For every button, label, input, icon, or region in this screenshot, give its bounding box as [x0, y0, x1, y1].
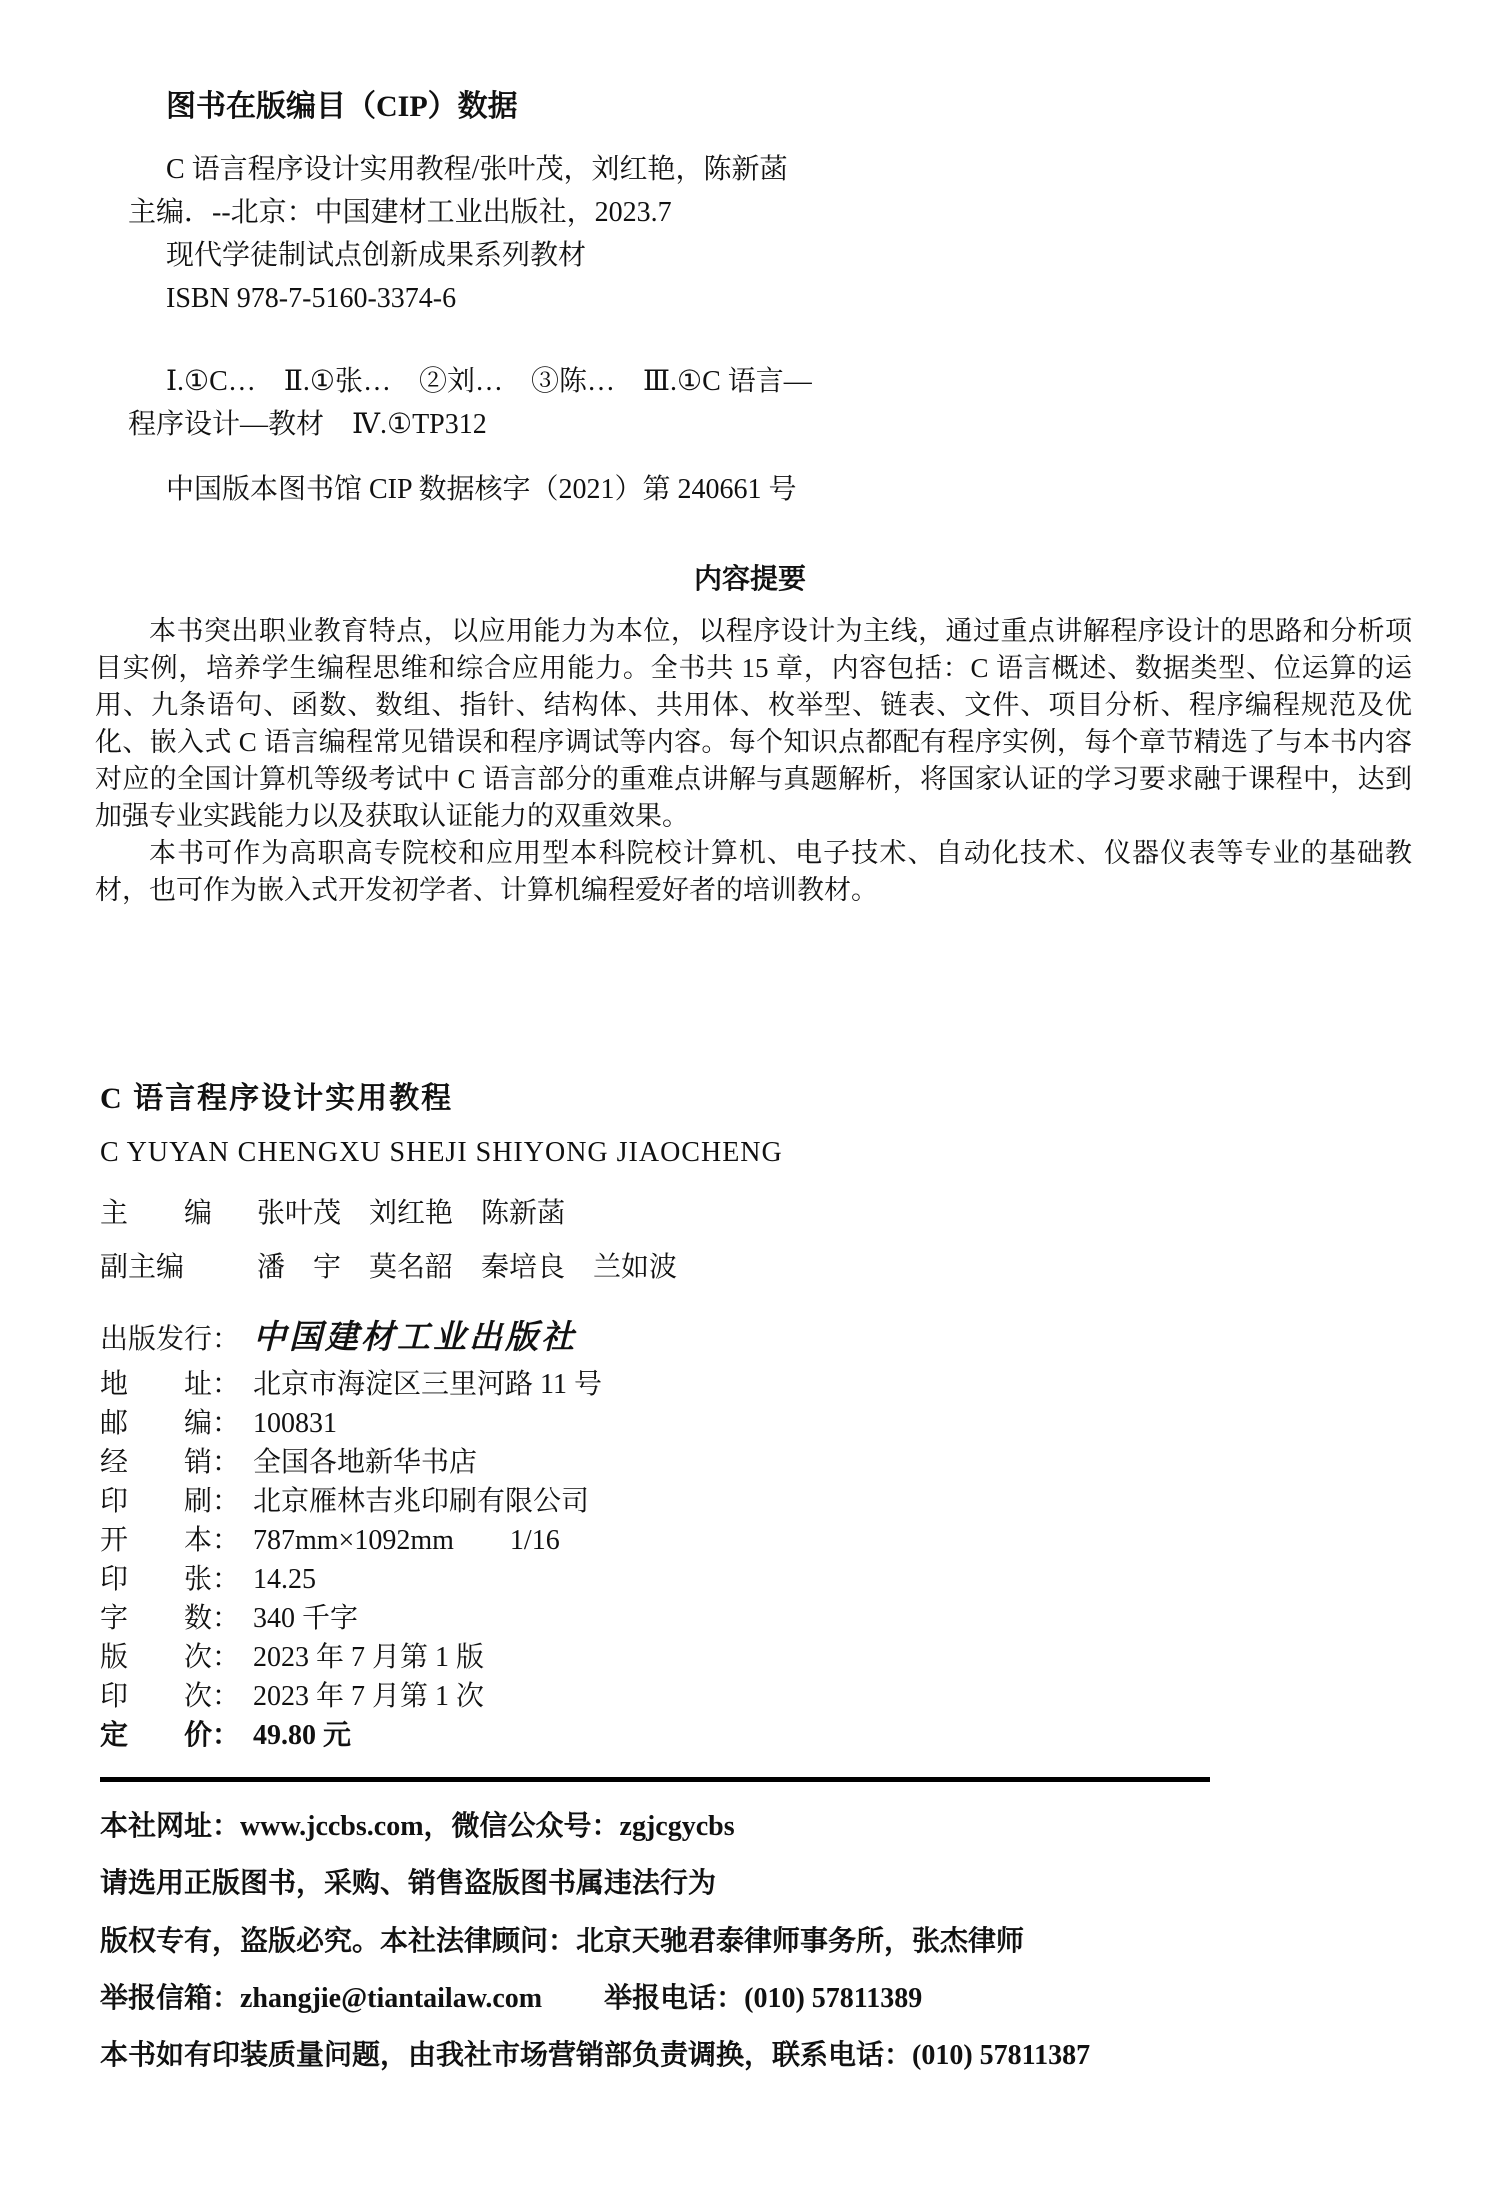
- address-value: 北京市海淀区三里河路 11 号: [253, 1369, 602, 1400]
- cip-isbn: ISBN 978-7-5160-3374-6: [166, 283, 457, 314]
- cip-heading: 图书在版编目（CIP）数据: [166, 90, 518, 123]
- cip-classification-line2: 程序设计—教材 Ⅳ.①TP312: [128, 409, 487, 440]
- cip-entry-line2: 主编．--北京：中国建材工业出版社，2023.7: [128, 197, 672, 228]
- report-contact-line: [100, 1970, 1210, 2027]
- printer-label: 印 刷：: [100, 1486, 241, 1517]
- postcode-value: 100831: [253, 1408, 337, 1439]
- website-line: 本社网址：www.jccbs.com，微信公众号：zgjcgycbs: [100, 1811, 735, 1842]
- sheets-label: 印 张：: [100, 1564, 241, 1595]
- report-mailbox: 举报信箱：zhangjie@tiantailaw.com: [100, 1983, 543, 2014]
- address-label: 地 址：: [100, 1369, 241, 1400]
- printer-row: [100, 1482, 1410, 1521]
- book-title-pinyin: C YUYAN CHENGXU SHEJI SHIYONG JIAOCHENG: [100, 1137, 783, 1168]
- cip-series: 现代学徒制试点创新成果系列教材: [166, 240, 587, 271]
- impression-value: 2023 年 7 月第 1 次: [253, 1681, 485, 1712]
- wordcount-row: [100, 1599, 1410, 1638]
- sheets-row: [100, 1560, 1410, 1599]
- publisher-row: [100, 1313, 1410, 1365]
- impression-row: [100, 1677, 1410, 1716]
- summary-paragraph-1: 本书突出职业教育特点，以应用能力为本位，以程序设计为主线，通过重点讲解程序设计的思路和分析项目实例，培养学生编程思维和综合应用能力。全书共 15 章，内容包括：C 语言概述、数据类型、位运算的运用、九条语句、函数、数组、指针、结构体、共用体、枚举型、链表、文件、项目分析、程序编程规范及优化、嵌入式 C 语言编程常见错误和程序调试等内容。每个知识点都配有程序实例，每个章节精选了与本书内容对应的全国计算机等级考试中 C 语言部分的重难点讲解与真题解析，将国家认证的学习要求融于课程中，达到加强专业实践能力以及获取认证能力的双重效果。: [95, 616, 1412, 831]
- book-info-block: [100, 1077, 1410, 1755]
- deputy-editor-label: 副主编: [100, 1252, 185, 1283]
- sheets-value: 14.25: [253, 1564, 316, 1595]
- format-value: 787mm×1092mm 1/16: [253, 1525, 560, 1556]
- legal-counsel: 本社法律顾问：北京天驰君泰律师事务所，张杰律师: [380, 1926, 1025, 1957]
- genuine-copy-notice: 请选用正版图书，采购、销售盗版图书属违法行为: [100, 1868, 717, 1899]
- chief-editor-names: 张叶茂 刘红艳 陈新菡: [257, 1198, 566, 1229]
- distribution-label: 经 销：: [100, 1447, 241, 1478]
- price-label: 定 价：: [100, 1720, 241, 1751]
- price-value: 49.80 元: [253, 1720, 352, 1751]
- summary-paragraph-2: 本书可作为高职高专院校和应用型本科院校计算机、电子技术、自动化技术、仪器仪表等专业的基础教材，也可作为嵌入式开发初学者、计算机编程爱好者的培训教材。: [95, 838, 1412, 905]
- summary-section: [95, 613, 1412, 909]
- deputy-editor-names: 潘 宇 莫名韶 秦培良 兰如波: [257, 1252, 678, 1283]
- publishing-details: [100, 1313, 1410, 1755]
- printer-value: 北京雁林吉兆印刷有限公司: [253, 1486, 590, 1517]
- quality-exchange-notice: 本书如有印装质量问题，由我社市场营销部负责调换，联系电话：(010) 57811387: [100, 2040, 1091, 2071]
- distribution-value: 全国各地新华书店: [253, 1447, 478, 1478]
- book-title: C 语言程序设计实用教程: [100, 1082, 454, 1115]
- edition-label: 版 次：: [100, 1642, 241, 1673]
- cip-entry-line1: C 语言程序设计实用教程/张叶茂，刘红艳，陈新菡: [166, 154, 788, 185]
- format-label: 开 本：: [100, 1525, 241, 1556]
- footer-notices: [100, 1777, 1210, 2084]
- copyright-warning: 版权专有，盗版必究。: [100, 1925, 381, 1956]
- chief-editor-label: 主 编: [100, 1198, 213, 1229]
- publisher-name: 中国建材工业出版社: [253, 1320, 577, 1356]
- cip-record-number: 中国版本图书馆 CIP 数据核字（2021）第 240661 号: [166, 474, 797, 505]
- summary-heading: 内容提要: [693, 564, 806, 595]
- format-row: [100, 1521, 1410, 1560]
- chief-editor-row: [100, 1187, 1410, 1241]
- cip-classification-line1: Ⅰ.①C… Ⅱ.①张… ②刘… ③陈… Ⅲ.①C 语言—: [166, 366, 812, 397]
- distribution-row: [100, 1443, 1410, 1482]
- address-row: [100, 1365, 1410, 1404]
- postcode-label: 邮 编：: [100, 1408, 241, 1439]
- report-phone: 举报电话：(010) 57811389: [604, 1983, 923, 2014]
- wordcount-label: 字 数：: [100, 1603, 241, 1634]
- price-row: [100, 1716, 1410, 1755]
- impression-label: 印 次：: [100, 1681, 241, 1712]
- wordcount-value: 340 千字: [253, 1603, 359, 1634]
- copyright-notice-line: [100, 1912, 1210, 1970]
- edition-row: [100, 1638, 1410, 1677]
- cip-block: [128, 85, 1410, 511]
- deputy-editor-row: [100, 1241, 1410, 1295]
- edition-value: 2023 年 7 月第 1 版: [253, 1642, 485, 1673]
- postcode-row: [100, 1404, 1410, 1443]
- publisher-label: 出版发行：: [100, 1324, 241, 1355]
